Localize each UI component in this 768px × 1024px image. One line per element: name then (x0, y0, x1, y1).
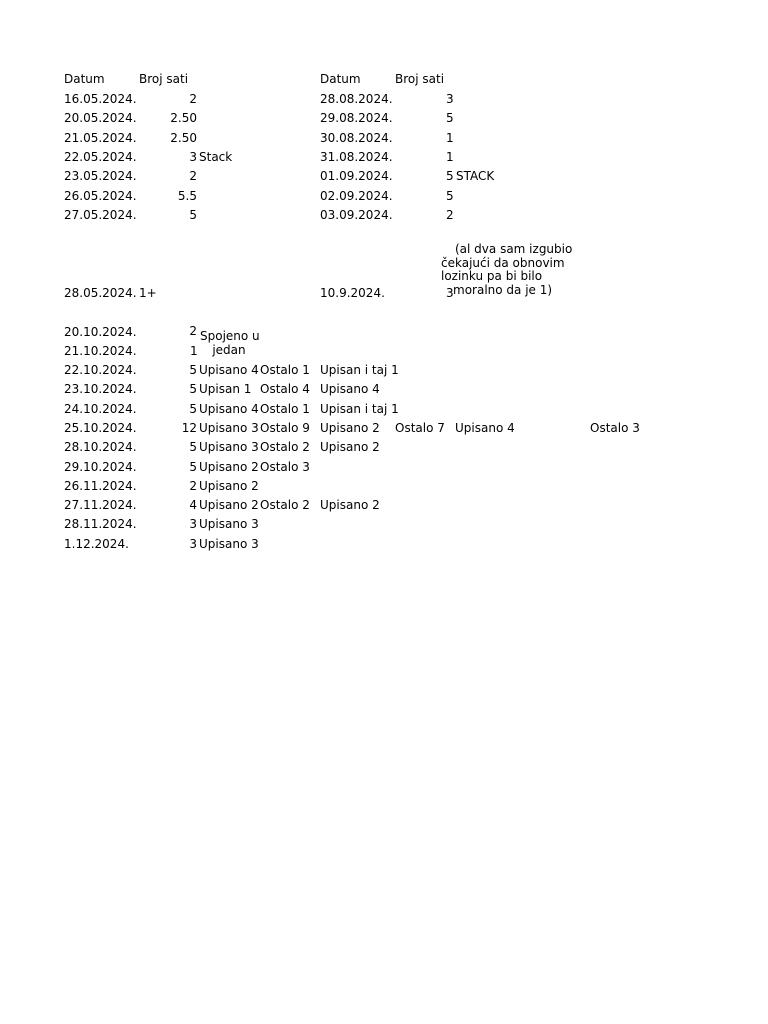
oct-row-c1: Upisano 3 (199, 517, 259, 532)
left-row-hours: 3 (189, 149, 197, 164)
merged-note-line: jedan (212, 342, 246, 357)
oct-row-c1: Upisano 2 (199, 459, 259, 474)
left-row-hours: 2 (189, 169, 197, 184)
special-note-line: (al dva sam izgubio (455, 242, 573, 256)
oct-row-c2: Ostalo 9 (260, 420, 310, 435)
oct-row-c2: Ostalo 3 (260, 459, 310, 474)
right-row-hours: 5 (446, 188, 454, 203)
special-note-line: moralno da je 1) (453, 282, 553, 297)
oct-row-c2: Ostalo 1 (260, 401, 310, 416)
right-row-note: STACK (456, 169, 495, 184)
merged-row-date: 21.10.2024. (64, 344, 137, 359)
oct-row-c2: Ostalo 2 (260, 498, 310, 513)
oct-row-hours: 4 (189, 498, 197, 513)
left-row-note: Stack (199, 149, 233, 164)
oct-row-c3: Upisano 2 (320, 498, 380, 513)
oct-row-date: 28.11.2024. (64, 517, 137, 532)
oct-row-hours: 12 (181, 420, 197, 435)
right-row-hours: 3 (446, 92, 454, 106)
right-row-hours: 5 (446, 111, 454, 126)
oct-row-c6: Ostalo 3 (590, 420, 640, 435)
merged-row-date: 20.10.2024. (64, 325, 137, 339)
oct-row-c1: Upisano 3 (199, 420, 259, 435)
oct-row-hours: 5 (189, 440, 197, 455)
merged-note (200, 330, 258, 357)
special-right-date: 10.9.2024. (320, 286, 385, 300)
oct-row-c1: Upisano 4 (199, 363, 259, 377)
merged-row-hours: 2 (189, 324, 197, 338)
left-row-hours: 2 (189, 92, 197, 106)
oct-row-c3: Upisano 2 (320, 440, 380, 455)
oct-row-c1: Upisano 3 (199, 440, 259, 455)
left-row-date: 21.05.2024. (64, 130, 137, 145)
oct-row-hours: 5 (189, 382, 197, 397)
oct-row-date: 25.10.2024. (64, 420, 137, 435)
left-row-date: 16.05.2024. (64, 92, 137, 106)
oct-row-hours: 3 (189, 536, 197, 551)
header-datum-left: Datum (64, 72, 105, 86)
oct-row-hours: 5 (189, 401, 197, 416)
special-right-hours: 3 (446, 286, 454, 300)
special-note-line: lozinku pa bi bilo (441, 269, 543, 283)
right-row-date: 31.08.2024. (320, 149, 393, 164)
left-row-date: 23.05.2024. (64, 169, 137, 184)
right-row-hours: 2 (446, 207, 454, 222)
merged-note-line: Spojeno u (200, 329, 260, 343)
oct-row-c3: Upisan i taj 1 (320, 401, 399, 416)
left-row-date: 27.05.2024. (64, 207, 137, 222)
right-row-date: 28.08.2024. (320, 92, 393, 106)
right-row-hours: 1 (446, 130, 454, 145)
header-broj-sati-left: Broj sati (139, 72, 189, 86)
oct-row-date: 1.12.2024. (64, 536, 129, 551)
left-row-hours: 5 (189, 207, 197, 222)
oct-row-c1: Upisano 3 (199, 536, 259, 551)
right-row-date: 30.08.2024. (320, 130, 393, 145)
oct-row-c3: Upisan i taj 1 (320, 363, 399, 377)
oct-row-date: 26.11.2024. (64, 478, 137, 493)
right-row-hours: 5 (446, 169, 454, 184)
oct-row-date: 29.10.2024. (64, 459, 137, 474)
oct-row-hours: 5 (189, 459, 197, 474)
special-note-line: čekajući da obnovim (441, 255, 565, 270)
right-row-hours: 1 (446, 149, 454, 164)
oct-row-date: 27.11.2024. (64, 498, 137, 513)
right-row-date: 03.09.2024. (320, 207, 393, 222)
left-row-hours: 2.50 (170, 130, 197, 145)
oct-row-c5: Upisano 4 (455, 420, 515, 435)
merged-row-hours: 1 (190, 344, 198, 359)
oct-row-hours: 3 (189, 517, 197, 532)
oct-row-c1: Upisan 1 (199, 382, 252, 397)
oct-row-hours: 2 (189, 478, 197, 493)
oct-row-c3: Upisano 4 (320, 382, 380, 397)
oct-row-date: 22.10.2024. (64, 363, 137, 377)
header-datum-right: Datum (320, 72, 361, 86)
right-row-date: 29.08.2024. (320, 111, 393, 126)
oct-row-c1: Upisano 2 (199, 498, 259, 513)
special-left-hours: 1+ (139, 286, 157, 300)
header-broj-sati-right: Broj sati (395, 72, 445, 86)
oct-row-date: 28.10.2024. (64, 440, 137, 455)
right-row-date: 01.09.2024. (320, 169, 393, 184)
special-left-date: 28.05.2024. (64, 286, 137, 300)
oct-row-date: 23.10.2024. (64, 382, 137, 397)
oct-row-c2: Ostalo 4 (260, 382, 310, 397)
special-note (441, 242, 579, 297)
oct-row-c1: Upisano 4 (199, 401, 259, 416)
left-row-date: 22.05.2024. (64, 149, 137, 164)
oct-row-c2: Ostalo 1 (260, 363, 310, 377)
left-row-hours: 5.5 (177, 188, 197, 203)
oct-row-date: 24.10.2024. (64, 401, 137, 416)
oct-row-hours: 5 (189, 363, 197, 377)
left-row-hours: 2.50 (170, 111, 197, 126)
oct-row-c4: Ostalo 7 (395, 420, 445, 435)
left-row-date: 20.05.2024. (64, 111, 137, 126)
oct-row-c1: Upisano 2 (199, 478, 259, 493)
right-row-date: 02.09.2024. (320, 188, 393, 203)
oct-row-c3: Upisano 2 (320, 420, 380, 435)
left-row-date: 26.05.2024. (64, 188, 137, 203)
oct-row-c2: Ostalo 2 (260, 440, 310, 455)
